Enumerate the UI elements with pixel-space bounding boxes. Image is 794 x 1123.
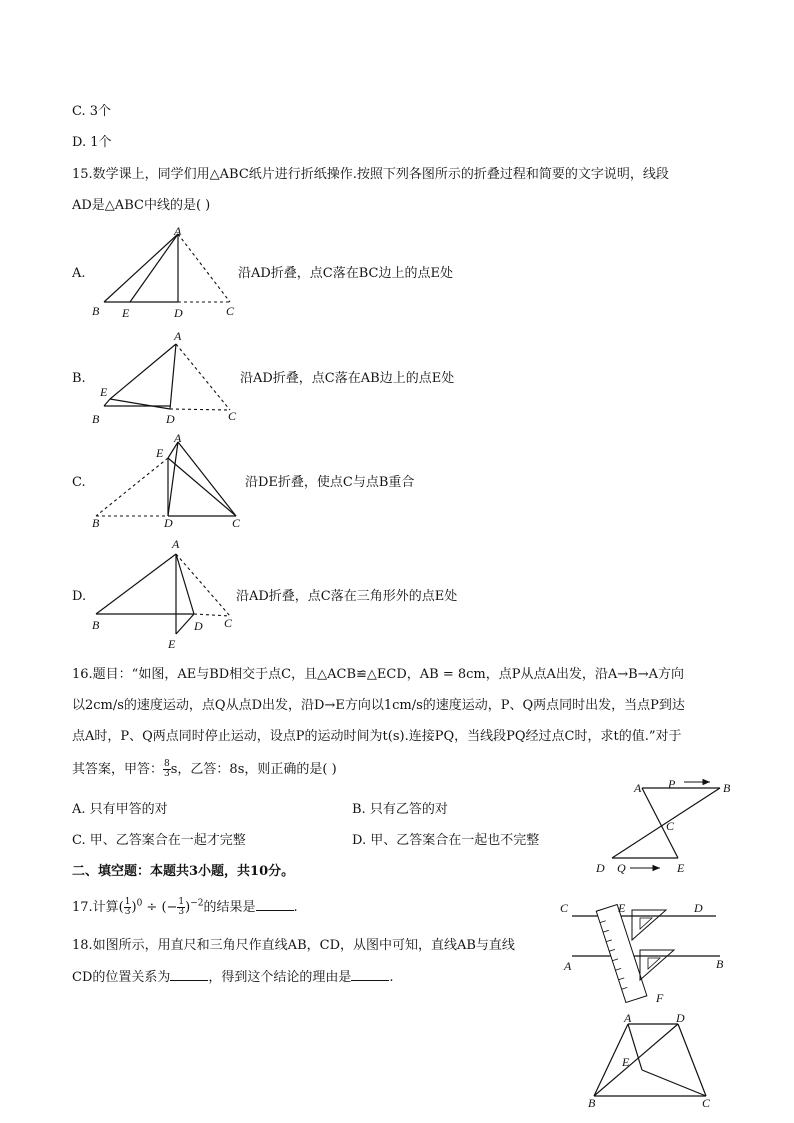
q16-answer-jia-label: 其答案，甲答： (72, 762, 164, 777)
q17-end: . (293, 900, 298, 915)
q15c-point-c: C (232, 516, 241, 530)
q16-option-b: B. 只有乙答的对 (352, 802, 448, 817)
q17-frac1-num: 1 (124, 897, 131, 907)
q15a-point-b: B (92, 304, 100, 318)
q16-line4 (72, 760, 337, 779)
q18-text-b: ，得到这个结论的理由是 (208, 970, 352, 985)
q15c-point-b: B (92, 516, 100, 530)
q16-fraction (163, 760, 171, 779)
q15d-point-e: E (168, 637, 176, 651)
q15d-point-b: B (92, 618, 100, 632)
q15b-point-e: E (100, 385, 108, 399)
q15b-point-a: A (174, 329, 182, 343)
section-heading-fill-blank: 二、填空题：本题共3小题，共10分。 (72, 864, 295, 879)
q18fig-point-d: D (694, 901, 703, 915)
q14-option-d: D. 1个 (72, 135, 112, 150)
q18fig-point-c: C (560, 901, 569, 915)
q17-line: 17.计算( $\frac{1}{3}$ )$^0$ ÷ (− $\frac{1}{3}$ )$^{-2}$的结果是 . (72, 897, 298, 917)
q15-figure-a (88, 222, 248, 322)
q17-fraction-2 (177, 898, 185, 917)
q18-blank-relation[interactable] (170, 969, 208, 981)
q16-answer-yi: s，乙答：8s，则正确的是( ) (170, 762, 337, 777)
q17-frac2-num: 1 (178, 897, 185, 907)
q15-option-c-label: C. (72, 475, 86, 490)
q18fig-point-a: A (564, 959, 572, 973)
q18-figure (556, 896, 736, 1006)
q15-figure-b (88, 326, 248, 426)
q19fig-point-d: D (676, 1011, 685, 1025)
q17-exp2: −2 (190, 898, 204, 909)
q16fig-point-p: P (668, 777, 676, 791)
q16-line3: 点A时，P、Q两点同时停止运动，设点P的运动时间为t(s).连接PQ，当线段PQ经过点C时，求t的值.”对于 (72, 729, 682, 744)
q17-frac2-den: 3 (178, 907, 185, 917)
q15c-point-a: A (174, 431, 182, 445)
q18-line2 (72, 969, 394, 987)
q16fig-point-q: Q (617, 861, 626, 875)
q15a-point-d: D (174, 306, 183, 320)
q18fig-point-f: F (656, 991, 664, 1005)
q18-text-c: . (389, 970, 394, 985)
q16fig-point-c: C (666, 819, 675, 833)
q14-option-c: C. 3个 (72, 104, 112, 119)
q15-option-d-label: D. (72, 589, 87, 604)
q15a-point-a: A (174, 224, 182, 238)
q15-option-b-text: 沿AD折叠，点C落在AB边上的点E处 (240, 371, 455, 386)
q16fig-point-a: A (634, 781, 642, 795)
q16-line1: 16.题目：“如图，AE与BD相交于点C，且△ACB≌△ECD，AB = 8cm，点P从点A出发，沿A→B→A方向 (72, 667, 684, 682)
q16-option-c: C. 甲、乙答案合在一起才完整 (72, 833, 246, 848)
q18fig-point-e: E (618, 901, 626, 915)
q15c-point-e: E (156, 446, 164, 460)
q15-option-b-label: B. (72, 371, 86, 386)
q19-figure (584, 1012, 724, 1108)
q17-post: 的结果是 (203, 900, 256, 915)
q15a-point-e: E (122, 306, 130, 320)
q15d-point-d: D (194, 619, 203, 633)
q15-stem-line2: AD是△ABC中线的是( ) (72, 198, 211, 213)
q15-figure-d (88, 534, 253, 654)
q15-option-d-text: 沿AD折叠，点C落在三角形外的点E处 (236, 589, 458, 604)
q16-frac-num: 8 (164, 759, 170, 769)
q15b-point-b: B (92, 412, 100, 426)
q17-fraction-1 (124, 898, 132, 917)
q16-figure (590, 768, 750, 878)
q15-option-a-label: A. (72, 266, 86, 281)
q15b-point-d: D (166, 412, 175, 426)
q19fig-point-b: B (588, 1096, 596, 1110)
q15-option-a-text: 沿AD折叠，点C落在BC边上的点E处 (238, 266, 453, 281)
q16fig-point-e: E (677, 861, 685, 875)
q16-option-d: D. 甲、乙答案合在一起也不完整 (352, 833, 540, 848)
q15b-point-c: C (228, 409, 237, 423)
q17-exp1: 0 (136, 898, 143, 909)
q16fig-point-b: B (723, 781, 731, 795)
q18-blank-reason[interactable] (351, 969, 389, 981)
q17-mid: ÷ (− (142, 900, 178, 915)
q15c-point-d: D (164, 516, 173, 530)
q18-text-a: CD的位置关系为 (72, 970, 171, 985)
q17-pre: 17.计算( (72, 900, 124, 915)
q17-answer-blank[interactable] (256, 899, 294, 911)
q16fig-point-d: D (596, 861, 605, 875)
q15-option-c-text: 沿DE折叠，使点C与点B重合 (245, 475, 415, 490)
q16-option-a: A. 只有甲答的对 (72, 802, 168, 817)
q19fig-point-a: A (624, 1011, 632, 1025)
q17-frac1-den: 3 (124, 907, 131, 917)
q18fig-point-b: B (716, 957, 724, 971)
q15d-point-a: A (172, 537, 180, 551)
q18-line1: 18.如图所示，用直尺和三角尺作直线AB，CD，从图中可知，直线AB与直线 (72, 938, 515, 953)
q15-figure-c (88, 430, 258, 530)
q15a-point-c: C (226, 304, 235, 318)
q19fig-point-c: C (702, 1096, 711, 1110)
q19fig-point-e: E (622, 1055, 630, 1069)
q16-frac-den: 3 (164, 769, 170, 779)
q16-line2: 以2cm/s的速度运动，点Q从点D出发，沿D→E方向以1cm/s的速度运动，P、Q两点同时出发，当点P到达 (72, 698, 685, 713)
q15d-point-c: C (224, 616, 233, 630)
q15-stem-line1: 15.数学课上，同学们用△ABC纸片进行折纸操作.按照下列各图所示的折叠过程和简要的文字说明，线段 (72, 167, 669, 182)
